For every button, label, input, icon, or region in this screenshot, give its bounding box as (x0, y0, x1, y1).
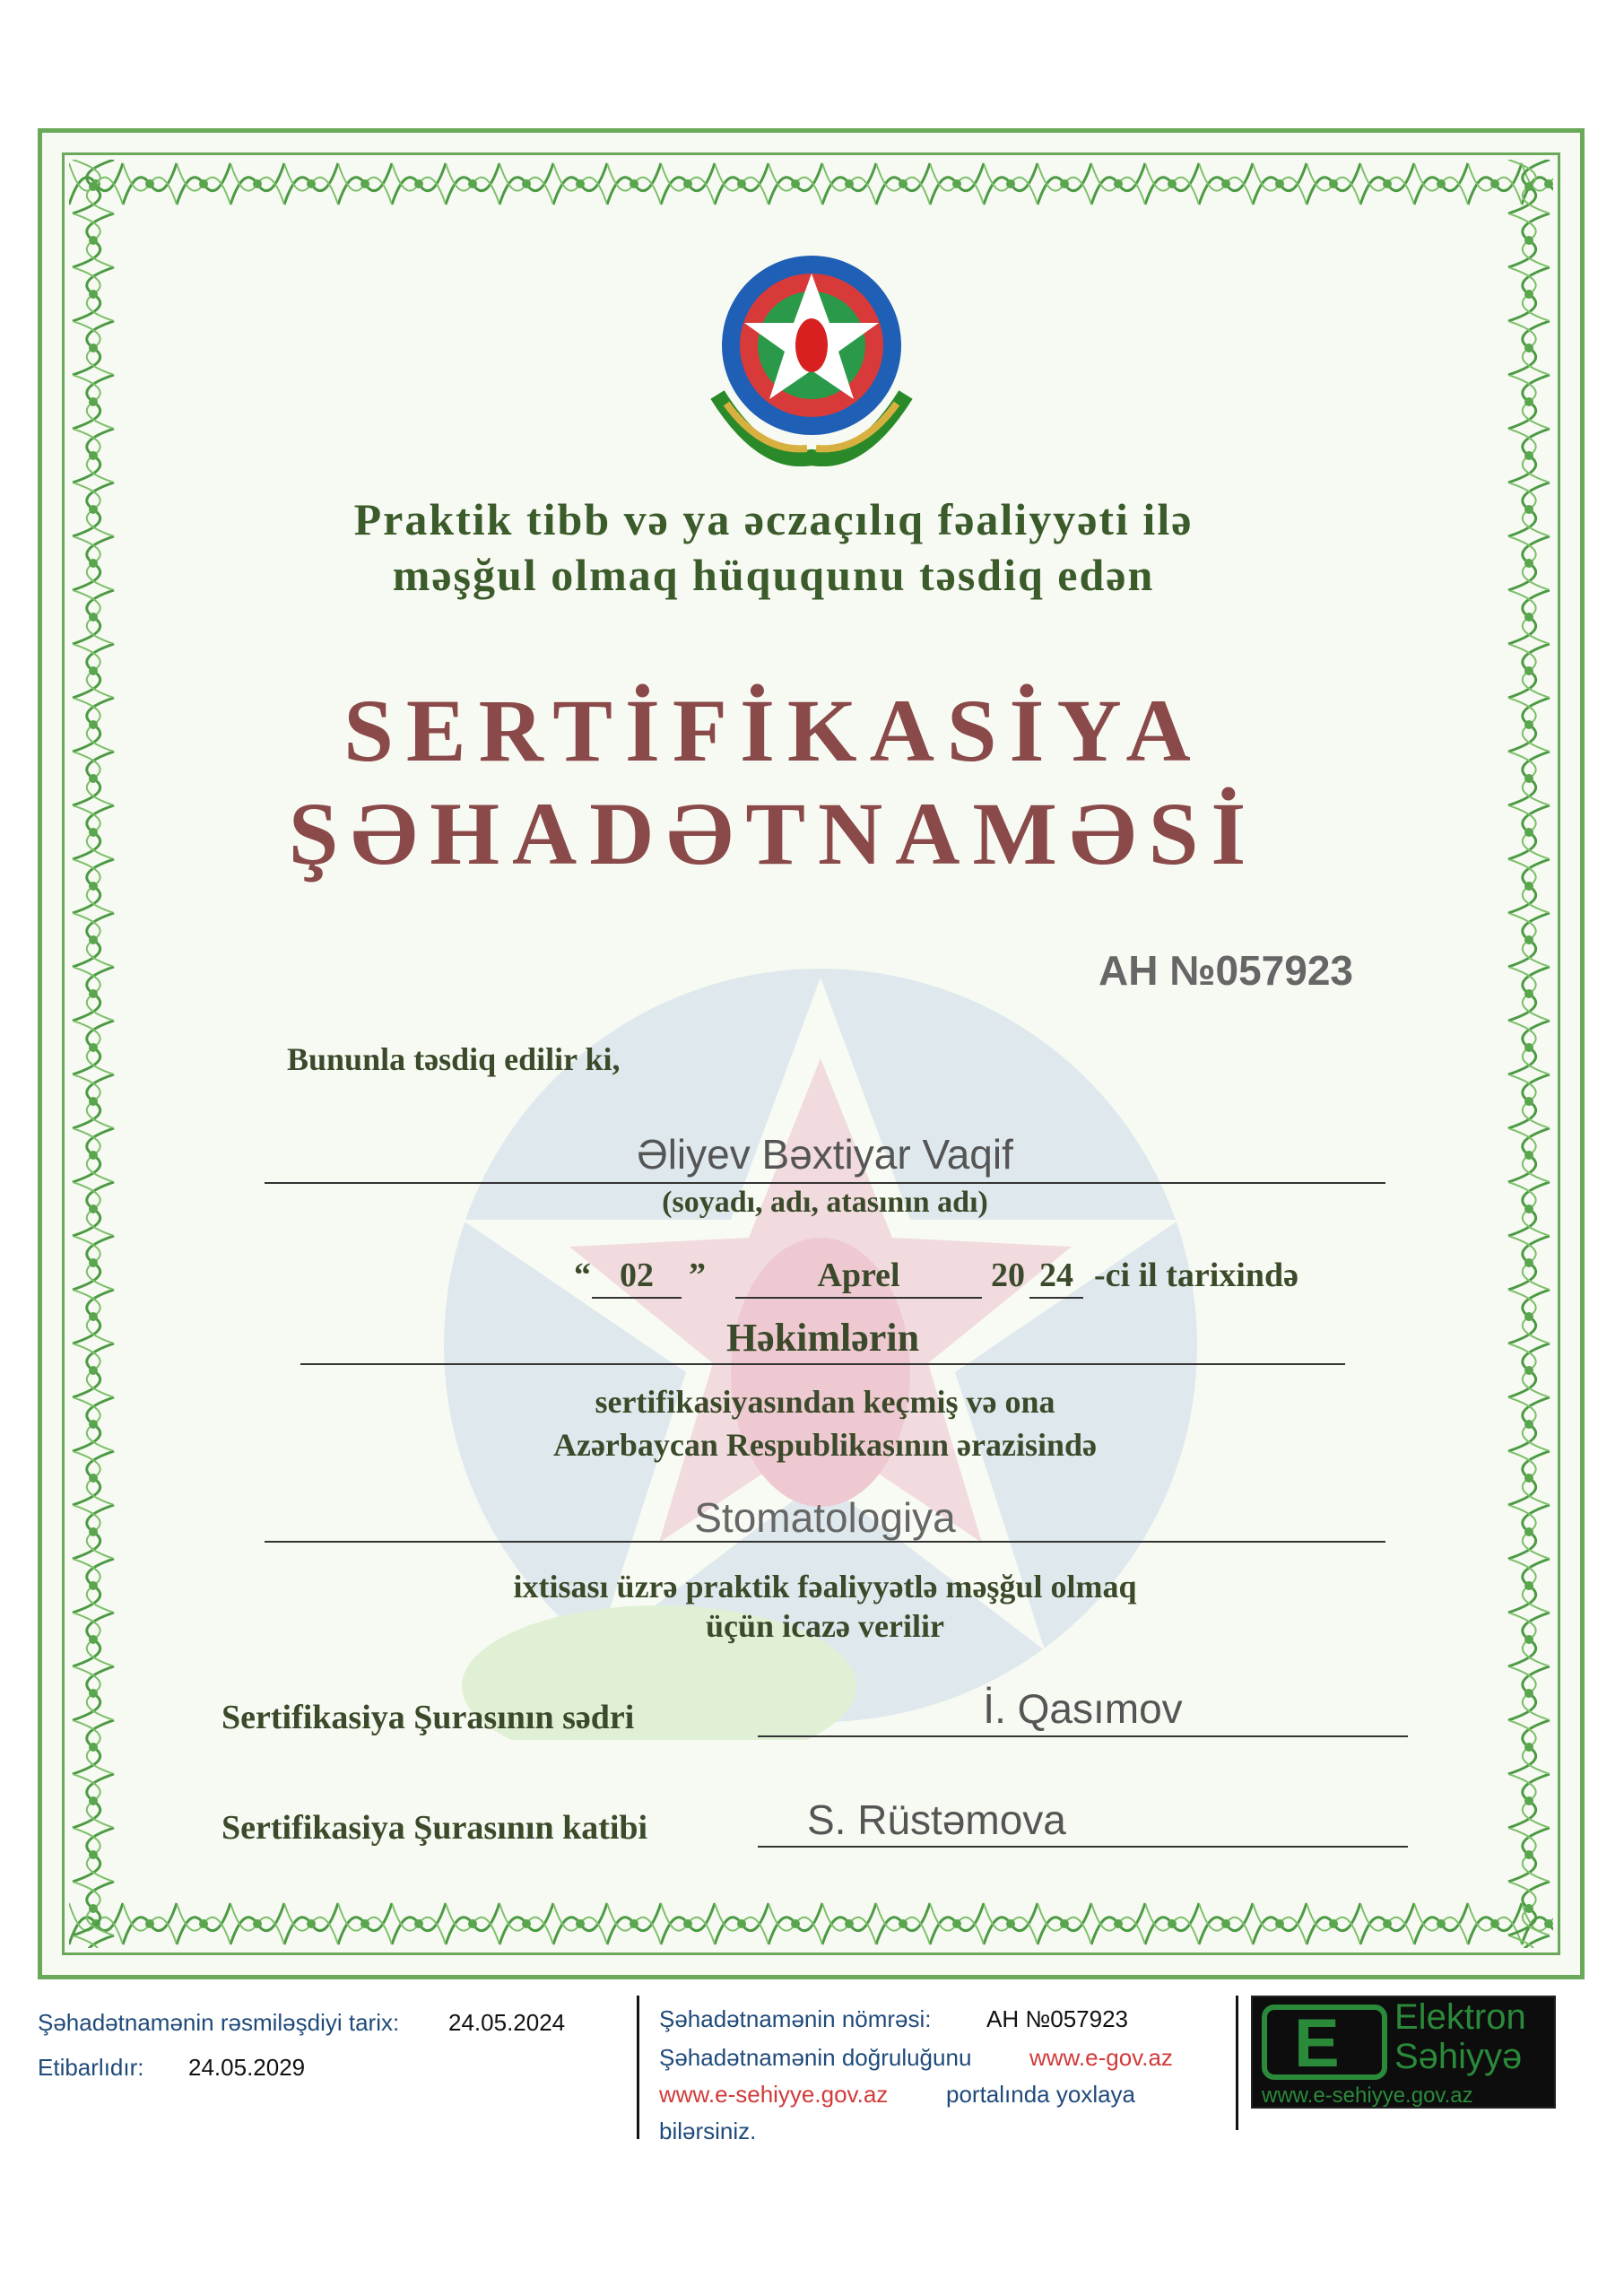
logo-word-2: Səhiyyə (1394, 2037, 1523, 2076)
specialty: Stomatologiya (694, 1494, 956, 1541)
issued-date-value: 24.05.2024 (448, 2009, 566, 2036)
category: Həkimlərin (725, 1316, 920, 1360)
chairman-underline (758, 1735, 1408, 1737)
passed-line-2: Azərbaycan Respublikasının ərazisində (552, 1427, 1098, 1463)
logo-word-1: Elektron (1394, 1997, 1526, 2037)
date-year-suffix: 24 (1039, 1257, 1073, 1294)
verify-url-egov[interactable]: www.e-gov.az (1029, 2044, 1173, 2071)
secretary-label: Sertifikasiya Şurasının katibi (221, 1809, 648, 1847)
heading-line-2: məşğul olmaq hüququnu təsdiq edən (392, 550, 1155, 600)
logo-mark-frame (1262, 2005, 1387, 2080)
chairman-name: İ. Qasımov (983, 1685, 1183, 1732)
cert-number-label: Şəhadətnamənin nömrəsi: (659, 2005, 932, 2032)
date-suffix: -ci il tarixində (1094, 1257, 1298, 1294)
valid-until-value: 24.05.2029 (188, 2054, 306, 2081)
category-underline (300, 1363, 1345, 1365)
date-month: Aprel (817, 1257, 900, 1294)
date-year-underline (1029, 1297, 1083, 1299)
ornament-band-top (69, 160, 1553, 208)
ornament-band-bottom (69, 1900, 1553, 1948)
secretary-underline (758, 1846, 1408, 1848)
ornament-band-left (69, 160, 117, 1948)
verify-suffix: portalında yoxlaya (946, 2081, 1136, 2108)
holder-name: Əliyev Bəxtiyar Vaqif (637, 1131, 1013, 1178)
ornament-band-right (1505, 160, 1553, 1948)
specialty-underline (265, 1541, 1385, 1543)
footer-divider-1 (637, 1996, 639, 2139)
verify-label: Şəhadətnamənin doğruluğunu (659, 2044, 972, 2071)
verify-tail: bilərsiniz. (659, 2118, 757, 2144)
name-underline (265, 1182, 1385, 1184)
date-quote-open: “ (574, 1257, 591, 1294)
cert-number-value: AH №057923 (986, 2005, 1128, 2032)
date-day: 02 (620, 1257, 654, 1294)
title-line-1: SERTİFİKASİYA (343, 681, 1203, 780)
date-year-prefix: 20 (991, 1257, 1025, 1294)
issued-date-label: Şəhadətnamənin rəsmiləşdiyi tarix: (38, 2009, 400, 2036)
intro-text: Bununla təsdiq edilir ki, (287, 1041, 621, 1077)
logo-mark: E (1294, 2005, 1340, 2082)
heading-line-1: Praktik tibb və ya əczaçılıq fəaliyyəti ilə (353, 494, 1194, 544)
name-caption: (soyadı, adı, atasının adı) (662, 1186, 988, 1219)
e-sehiyye-logo (1251, 1996, 1556, 2109)
title-line-2: ŞƏHADƏTNAMƏSİ (288, 784, 1259, 883)
date-month-underline (735, 1297, 982, 1299)
chairman-label: Sertifikasiya Şurasının sədri (221, 1699, 635, 1736)
date-day-underline (592, 1297, 682, 1299)
secretary-name: S. Rüstəmova (807, 1796, 1066, 1843)
logo-url: www.e-sehiyye.gov.az (1262, 2083, 1473, 2108)
valid-until-label: Etibarlıdır: (38, 2054, 144, 2081)
certificate-number: AH №057923 (1099, 947, 1353, 994)
footer-divider-2 (1236, 1996, 1238, 2130)
permission-line-1: ixtisası üzrə praktik fəaliyyətlə məşğul olmaq (513, 1569, 1137, 1605)
verify-url-esehiyye[interactable]: www.e-sehiyye.gov.az (659, 2081, 889, 2108)
state-emblem (708, 251, 915, 466)
passed-line-1: sertifikasiyasından keçmiş və ona (595, 1384, 1055, 1420)
date-quote-close: ” (689, 1257, 706, 1294)
permission-line-2: üçün icazə verilir (706, 1608, 944, 1644)
